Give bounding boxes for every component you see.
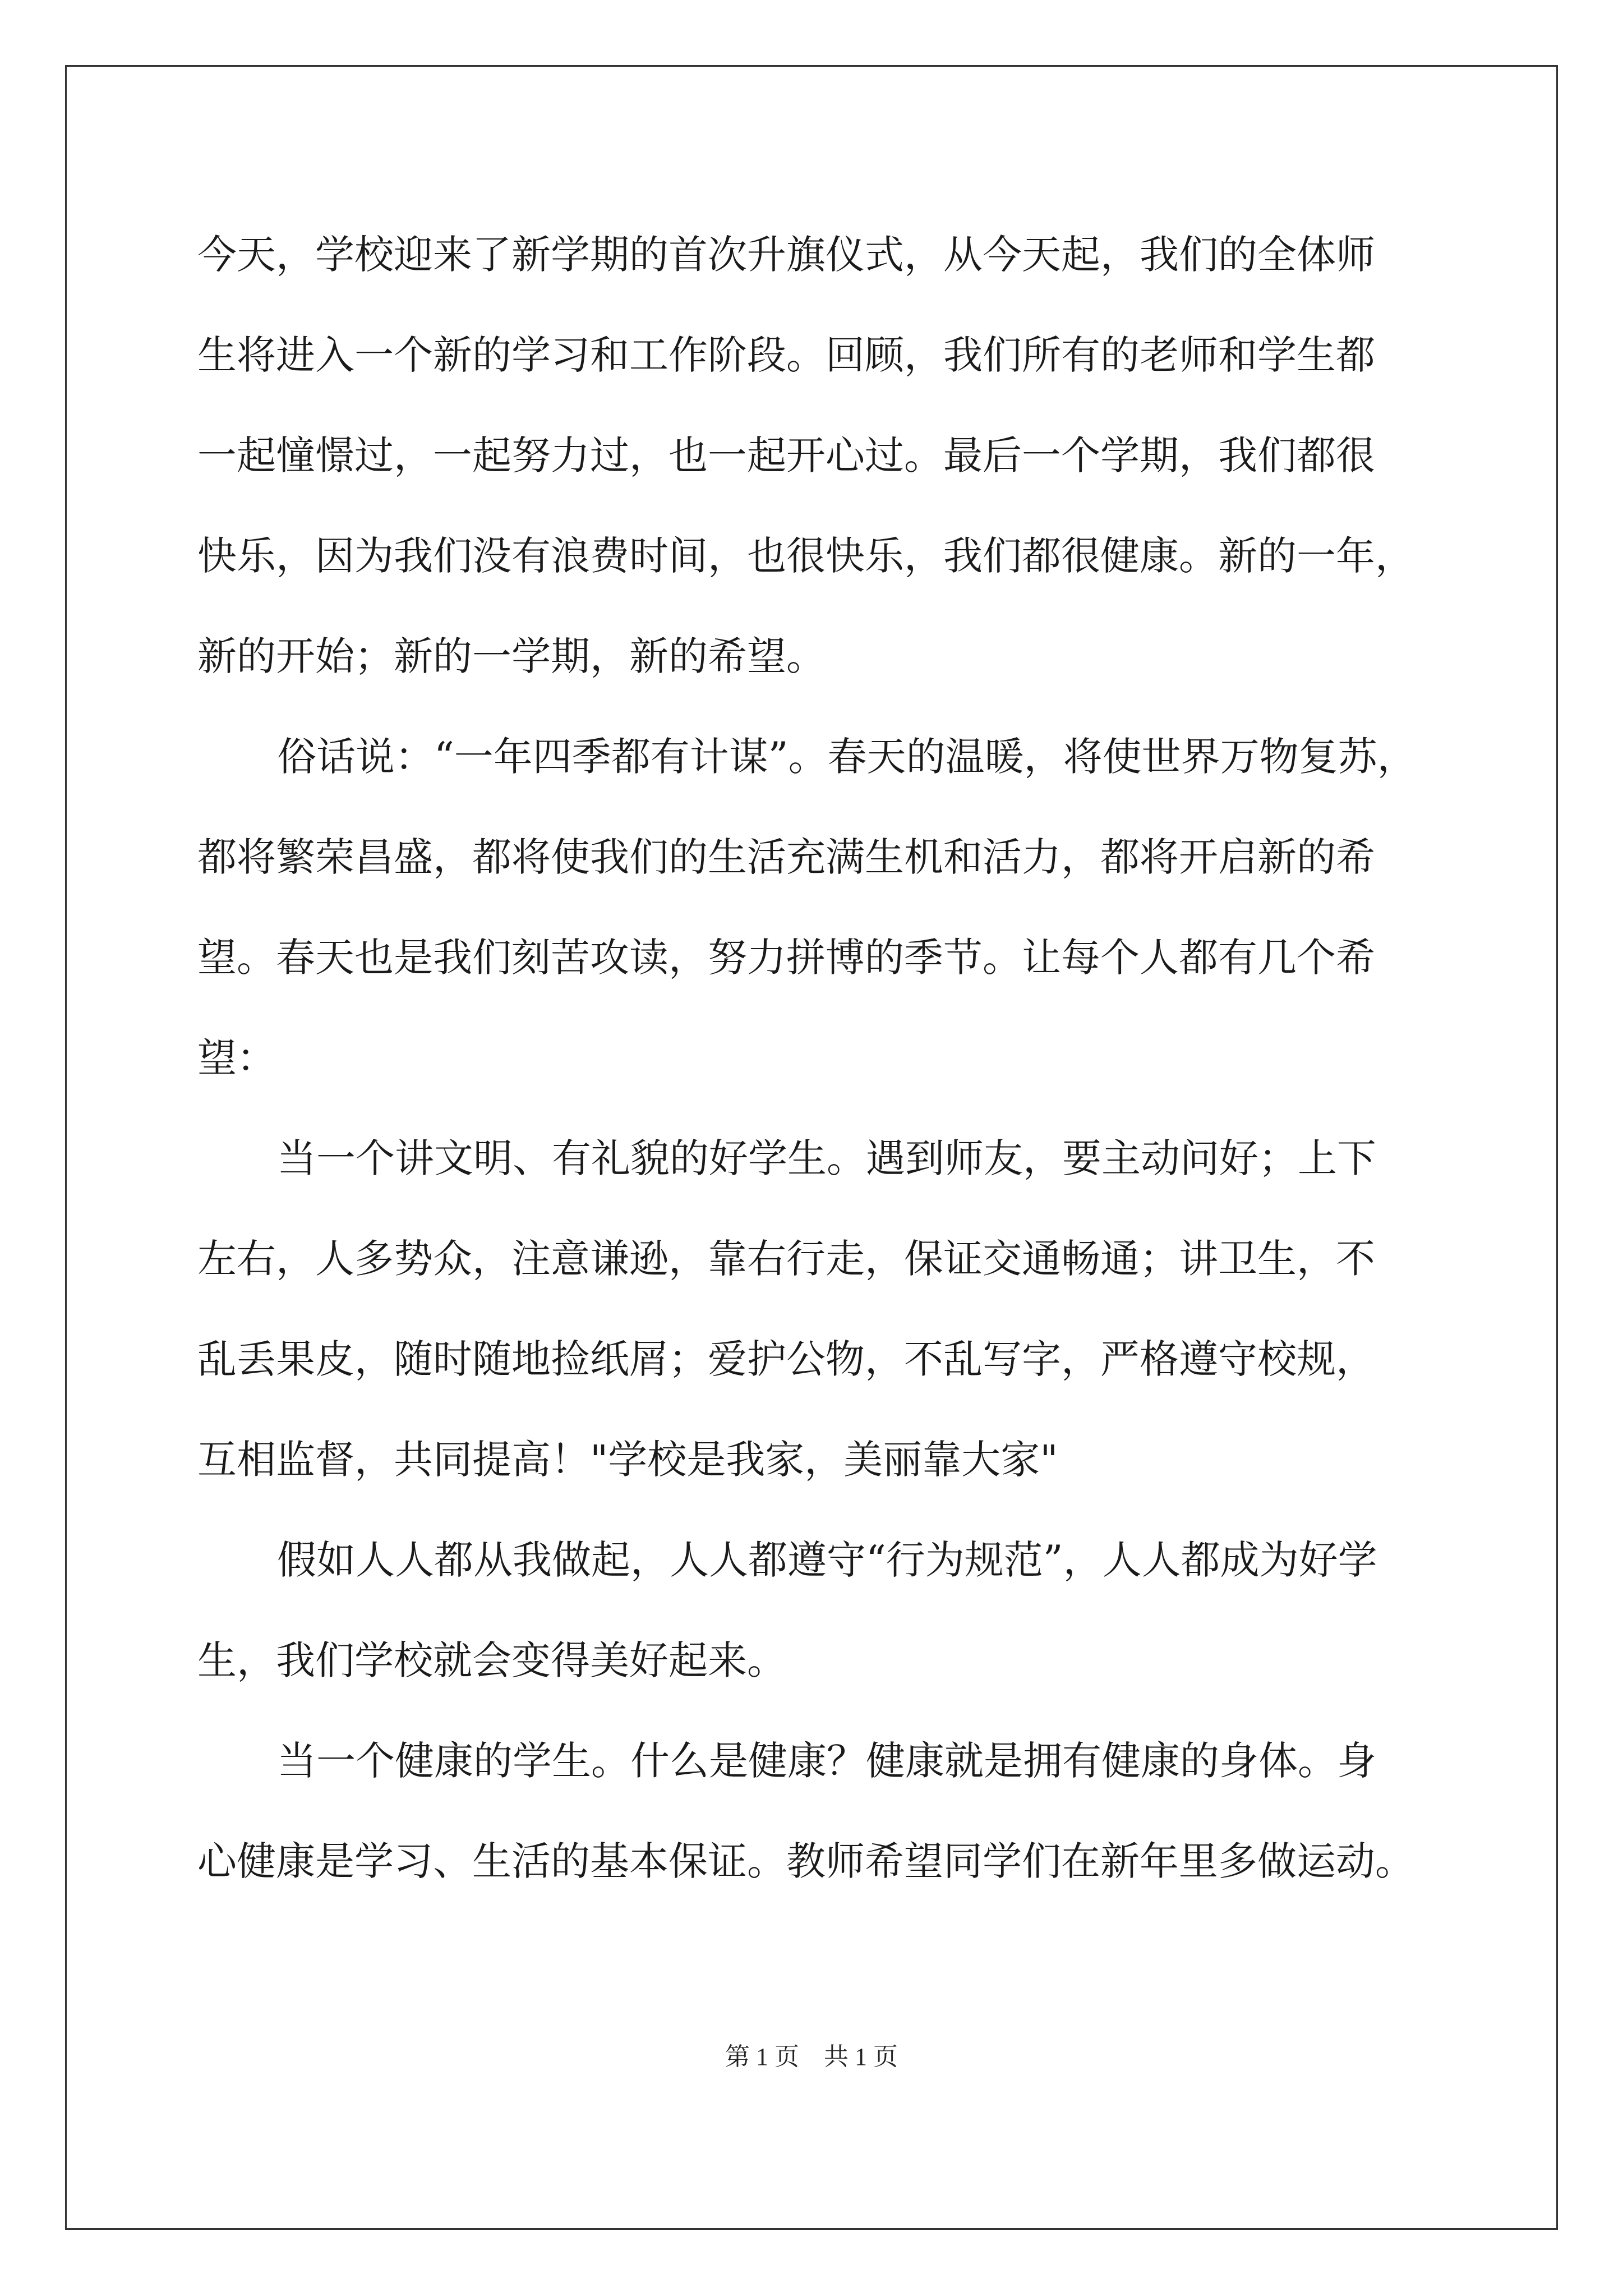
text-line: 新的开始；新的一学期，新的希望。 [197,633,826,679]
text-line: 左右，人多势众，注意谦逊，靠右行走，保证交通畅通；讲卫生，不 [197,1236,1375,1282]
text-line: 望。春天也是我们刻苦攻读，努力拼博的季节。让每个人都有几个希 [197,935,1375,981]
text-line: 乱丢果皮，随时随地捡纸屑；爱护公物，不乱写字，严格遵守校规， [197,1336,1375,1382]
text-line: 生将进入一个新的学习和工作阶段。回顾，我们所有的老师和学生都 [197,332,1375,378]
text-line: 当一个健康的学生。什么是健康？健康就是拥有健康的身体。身 [277,1738,1376,1784]
text-line: 生，我们学校就会变得美好起来。 [197,1637,786,1683]
text-line: 互相监督，共同提高！"学校是我家，美丽靠大家" [197,1437,1058,1483]
text-line: 当一个讲文明、有礼貌的好学生。遇到师友，要主动问好；上下 [277,1135,1376,1181]
text-line: 今天，学校迎来了新学期的首次升旗仪式，从今天起，我们的全体师 [197,232,1375,278]
text-line: 望： [197,1035,276,1081]
text-line: 一起憧憬过，一起努力过，也一起开心过。最后一个学期，我们都很 [197,432,1375,478]
text-line: 快乐，因为我们没有浪费时间，也很快乐，我们都很健康。新的一年， [197,533,1414,579]
document-body [197,205,1431,1912]
text-line: 都将繁荣昌盛，都将使我们的生活充满生机和活力，都将开启新的希 [197,834,1375,880]
text-line: 俗话说：“一年四季都有计谋”。春天的温暖，将使世界万物复苏， [277,734,1417,780]
text-line: 心健康是学习、生活的基本保证。教师希望同学们在新年里多做运动。 [197,1838,1414,1884]
page-number: 第 1 页 共 1 页 [725,2043,898,2070]
text-line: 假如人人都从我做起，人人都遵守“行为规范”，人人都成为好学 [277,1537,1377,1583]
